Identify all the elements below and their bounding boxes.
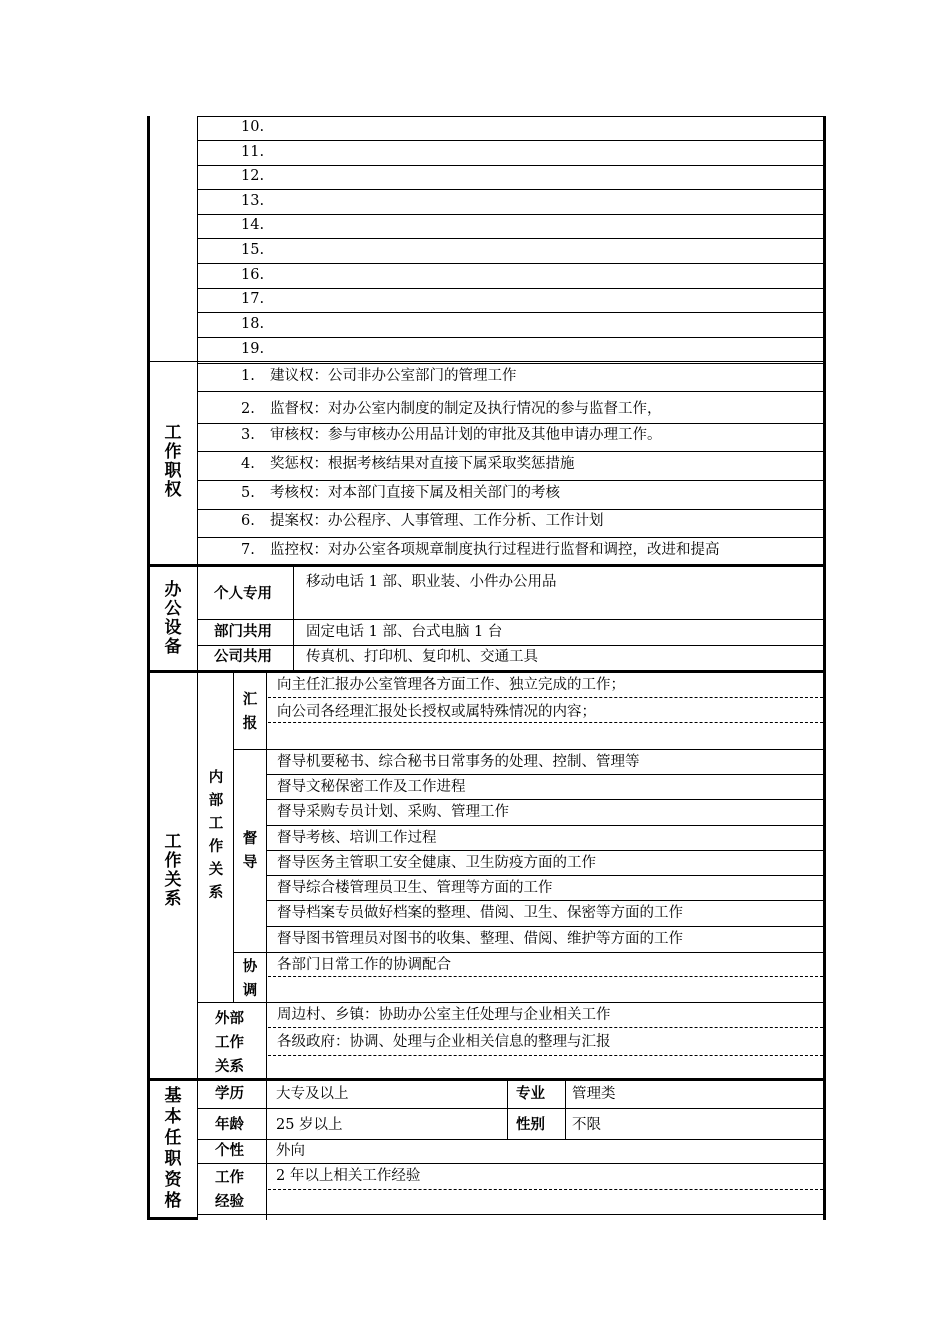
duty-item-number: 12. — [241, 168, 265, 184]
duty-item-number: 11. — [241, 144, 265, 160]
duty-item-number: 16. — [241, 267, 265, 283]
experience-label: 工作 经验 — [215, 1170, 244, 1210]
supervise-item: 督导采购专员计划、采购、管理工作 — [277, 804, 509, 820]
column-divider-content — [266, 672, 267, 1220]
column-divider-main — [197, 116, 198, 1220]
supervise-item: 督导综合楼管理员卫生、管理等方面的工作 — [277, 880, 553, 896]
section-divider — [150, 361, 823, 362]
report-item: 向公司各经理汇报处长授权或属特殊情况的内容； — [277, 704, 596, 720]
relations-title: 工 作 关 系 — [164, 832, 182, 909]
qualifications-title: 基 本 任 职 资 格 — [164, 1086, 182, 1211]
authority-item-number: 6. — [241, 513, 255, 529]
column-divider-qual-a — [507, 1080, 508, 1140]
age-value: 25 岁以上 — [276, 1117, 343, 1133]
section-divider — [150, 670, 823, 673]
external-item: 各级政府：协调、处理与企业相关信息的整理与汇报 — [277, 1034, 611, 1050]
report-item: 向主任汇报办公室管理各方面工作、独立完成的工作； — [277, 677, 625, 693]
experience-value: 2 年以上相关工作经验 — [276, 1168, 421, 1184]
table-bottom-border — [150, 1217, 198, 1220]
supervise-item: 督导图书管理员对图书的收集、整理、借阅、维护等方面的工作 — [277, 931, 683, 947]
personality-label: 个性 — [215, 1143, 244, 1159]
supervise-item: 督导档案专员做好档案的整理、借阅、卫生、保密等方面的工作 — [277, 905, 683, 921]
coordinate-item: 各部门日常工作的协调配合 — [277, 957, 451, 973]
column-divider-equipment — [293, 566, 294, 670]
external-relations-label: 外部 工作 关系 — [215, 1011, 244, 1075]
duty-item-number: 17. — [241, 291, 265, 307]
supervise-item: 督导考核、培训工作过程 — [277, 830, 437, 846]
authority-item-number: 2. — [241, 401, 255, 417]
table-right-border — [823, 116, 826, 1220]
supervise-item: 督导文秘保密工作及工作进程 — [277, 779, 466, 795]
supervise-item: 督导机要秘书、综合秘书日常事务的处理、控制、管理等 — [277, 754, 640, 770]
duty-item-number: 15. — [241, 242, 265, 258]
authority-item-number: 4. — [241, 456, 255, 472]
duty-item-number: 14. — [241, 217, 265, 233]
coordinate-label: 协 调 — [242, 959, 258, 999]
major-value: 管理类 — [572, 1086, 616, 1102]
education-label: 学历 — [215, 1086, 244, 1102]
education-value: 大专及以上 — [276, 1086, 349, 1102]
authority-item-text: 奖惩权：根据考核结果对直接下属采取奖惩措施 — [270, 456, 575, 472]
authority-item-number: 5. — [241, 485, 255, 501]
equipment-label: 个人专用 — [214, 586, 272, 602]
authority-title: 工 作 职 权 — [164, 423, 182, 500]
equipment-label: 公司共用 — [214, 649, 272, 665]
age-label: 年龄 — [215, 1117, 244, 1133]
gender-value: 不限 — [572, 1117, 601, 1133]
equipment-label: 部门共用 — [214, 624, 272, 640]
table-left-border — [147, 116, 150, 1220]
report-label: 汇 报 — [242, 692, 258, 732]
section-divider — [198, 363, 823, 364]
gender-label: 性别 — [516, 1117, 545, 1133]
personality-value: 外向 — [276, 1143, 305, 1159]
authority-item-text: 建议权：公司非办公室部门的管理工作 — [270, 368, 517, 384]
major-label: 专业 — [516, 1086, 545, 1102]
authority-item-text: 考核权：对本部门直接下属及相关部门的考核 — [270, 485, 560, 501]
equipment-value: 固定电话 1 部、台式电脑 1 台 — [306, 624, 503, 640]
duty-item-number: 10. — [241, 119, 265, 135]
authority-item-number: 7. — [241, 542, 255, 558]
supervise-label: 督 导 — [242, 831, 258, 871]
authority-item-text: 监控权：对办公室各项规章制度执行过程进行监督和调控，改进和提高 — [270, 542, 720, 558]
internal-relations-label: 内 部 工 作 关 系 — [208, 770, 224, 901]
supervise-item: 督导医务主管职工安全健康、卫生防疫方面的工作 — [277, 855, 596, 871]
duty-item-number: 18. — [241, 316, 265, 332]
equipment-title: 办 公 设 备 — [164, 580, 182, 657]
section-divider — [150, 1078, 823, 1081]
authority-item-number: 1. — [241, 368, 255, 384]
column-divider-qual-b — [565, 1080, 566, 1140]
equipment-value: 移动电话 1 部、职业装、小件办公用品 — [306, 574, 557, 590]
section-divider — [150, 564, 823, 567]
column-divider-internal — [233, 672, 234, 1003]
authority-item-text: 提案权：办公程序、人事管理、工作分析、工作计划 — [270, 513, 604, 529]
external-item: 周边村、乡镇：协助办公室主任处理与企业相关工作 — [277, 1007, 611, 1023]
duty-item-number: 19. — [241, 341, 265, 357]
authority-item-text: 监督权：对办公室内制度的制定及执行情况的参与监督工作， — [270, 401, 662, 417]
equipment-value: 传真机、打印机、复印机、交通工具 — [306, 649, 538, 665]
duty-item-number: 13. — [241, 193, 265, 209]
authority-item-text: 审核权：参与审核办公用品计划的审批及其他申请办理工作。 — [270, 427, 662, 443]
authority-item-number: 3. — [241, 427, 255, 443]
